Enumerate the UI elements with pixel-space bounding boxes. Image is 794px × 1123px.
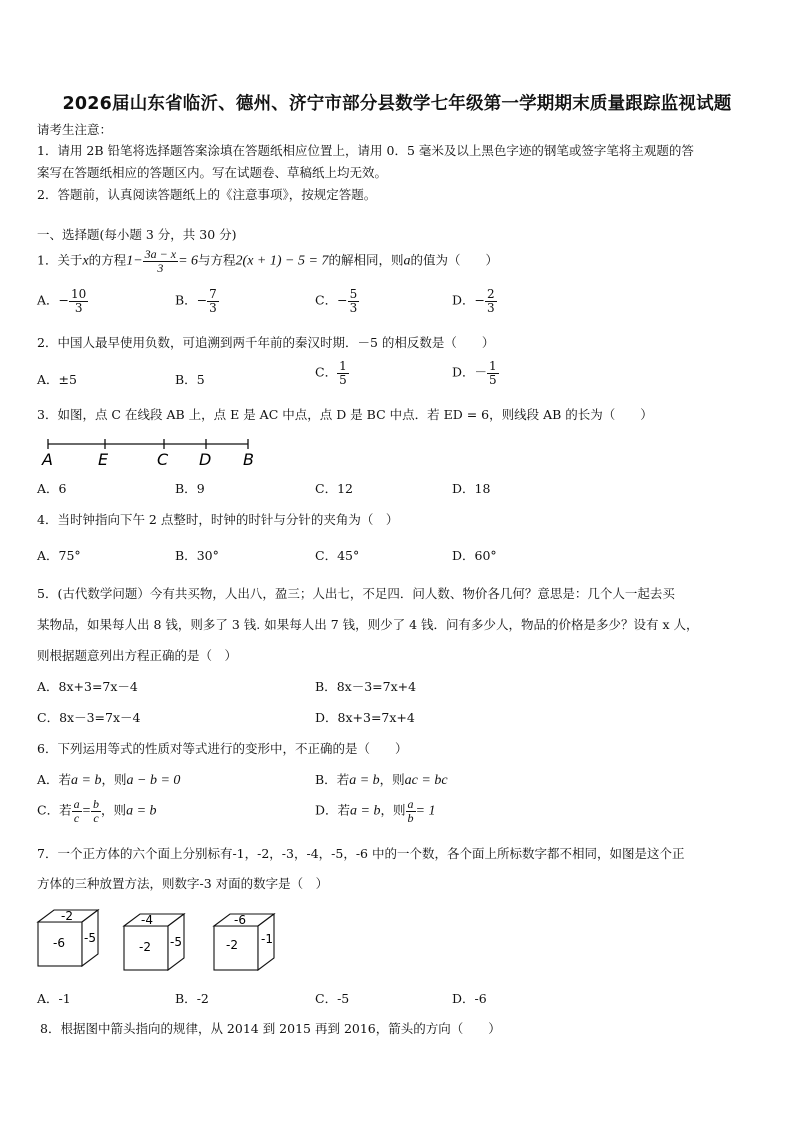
q3-option-a[interactable]: A．6 xyxy=(37,481,67,496)
point-label-e: E xyxy=(98,450,109,469)
question-2: 2．中国人最早使用负数，可追溯到两千年前的秦汉时期．－5 的相反数是（ ） xyxy=(37,335,495,350)
cube-3-side: -1 xyxy=(261,932,273,946)
q7-option-d[interactable]: D．-6 xyxy=(452,991,487,1006)
cube-2-front: -2 xyxy=(139,940,151,954)
question-8: 8．根据图中箭头指向的规律，从 2014 到 2015 再到 2016，箭头的方向（ ） xyxy=(40,1021,501,1036)
q6-option-c[interactable]: C．若 $\frac{a}{c}$ = $\frac{b}{c}$ ，则a = b xyxy=(37,797,157,825)
q6-option-b[interactable]: B．若a = b，则ac = bc xyxy=(315,772,448,788)
q7-option-c[interactable]: C．-5 xyxy=(315,991,350,1006)
q2-option-a[interactable]: A．±5 xyxy=(37,372,77,387)
q3-option-b[interactable]: B．9 xyxy=(175,481,205,496)
notice-heading: 请考生注意： xyxy=(37,122,113,137)
question-3: 3．如图，点 C 在线段 AB 上，点 E 是 AC 中点，点 D 是 BC 中点．若 ED = 6，则线段 AB 的长为（ ） xyxy=(37,407,653,422)
q1-mid3: 的解相同，则 xyxy=(328,252,404,268)
q1-mid2: 与方程 xyxy=(198,252,236,268)
q2-option-d[interactable]: D．－ $\frac{1}{5}$ xyxy=(452,359,497,387)
q1-prefix: 1．关于 xyxy=(37,252,83,268)
q7-option-a[interactable]: A．-1 xyxy=(37,991,71,1006)
cube-2-side: -5 xyxy=(170,935,182,949)
q6-option-a[interactable]: A．若a = b，则a − b = 0 xyxy=(37,772,181,788)
q3-option-d[interactable]: D．18 xyxy=(452,481,491,496)
q2-option-c[interactable]: C． $\frac{1}{5}$ xyxy=(315,359,347,387)
cube-3-front: -2 xyxy=(226,938,238,952)
cube-3-top: -6 xyxy=(234,913,246,927)
q1-one: 1− xyxy=(126,253,143,269)
notice-line-1a: 1．请用 2B 铅笔将选择题答案涂填在答题纸相应位置上，请用 0．5 毫米及以上黑色字迹的钢笔或签字笔将主观题的答 xyxy=(37,143,694,158)
point-label-d: D xyxy=(199,450,212,469)
q1-option-d[interactable]: D．− $\frac{2}{3}$ xyxy=(452,287,495,315)
q1-option-b[interactable]: B．− $\frac{7}{3}$ xyxy=(175,287,217,315)
point-label-c: C xyxy=(157,450,169,469)
q3-option-c[interactable]: C．12 xyxy=(315,481,353,496)
q1-mid1: 的方程 xyxy=(88,252,127,268)
question-5-line-2: 某物品，如果每人出 8 钱，则多了 3 钱. 如果每人出 7 钱，则少了 4 钱．问有多少人，物品的价格是多少？设有 x 人， xyxy=(37,617,699,632)
q1-option-a[interactable]: A．− $\frac{10}{3}$ xyxy=(37,287,87,315)
point-label-b: B xyxy=(243,450,254,469)
cube-2 xyxy=(124,913,184,970)
question-5-line-3: 则根据题意列出方程正确的是（ ） xyxy=(37,648,238,663)
q1-eq6: = 6 xyxy=(178,253,199,269)
q1-suffix: 的值为（ ） xyxy=(410,252,498,268)
q1-eq2: 2(x + 1) − 5 = 7 xyxy=(235,253,329,269)
q5-option-c[interactable]: C．8x－3=7x－4 xyxy=(37,710,141,725)
q1-var-a: a xyxy=(403,253,411,269)
page-title: 2026届山东省临沂、德州、济宁市部分县数学七年级第一学期期末质量跟踪监视试题 xyxy=(62,94,732,114)
question-5-line-1: 5．(古代数学问题）今有共买物，人出八，盈三；人出七，不足四．问人数、物价各几何？意思是：几个人一起去买 xyxy=(37,586,675,601)
cube-1 xyxy=(38,909,98,966)
question-7-line-1: 7．一个正方体的六个面上分别标有-1，-2，-3，-4，-5，-6 中的一个数，各个面上所标数字都不相同，如图是这个正 xyxy=(37,846,685,861)
question-6: 6．下列运用等式的性质对等式进行的变形中，不正确的是（ ） xyxy=(37,741,408,756)
q1-option-c[interactable]: C．− $\frac{5}{3}$ xyxy=(315,287,358,315)
notice-line-2: 2．答题前，认真阅读答题纸上的《注意事项》，按规定答题。 xyxy=(37,187,377,202)
q5-option-a[interactable]: A．8x+3=7x－4 xyxy=(37,679,138,694)
q5-option-d[interactable]: D．8x+3=7x+4 xyxy=(315,710,415,725)
question-7-line-2: 方体的三种放置方法，则数字-3 对面的数字是（ ） xyxy=(37,876,329,891)
point-label-a: A xyxy=(42,450,53,469)
q1-var-x: x xyxy=(82,253,89,269)
segment-diagram xyxy=(40,434,270,470)
q1-fraction: $\frac{3a - x}{3}$ xyxy=(144,247,177,275)
section-heading: 一、选择题(每小题 3 分，共 30 分) xyxy=(37,227,237,242)
question-1 xyxy=(37,248,498,274)
question-4: 4．当时钟指向下午 2 点整时，时钟的时针与分针的夹角为（ ） xyxy=(37,512,399,527)
q7-option-b[interactable]: B．-2 xyxy=(175,991,209,1006)
q4-option-d[interactable]: D．60° xyxy=(452,548,497,563)
q4-option-b[interactable]: B．30° xyxy=(175,548,219,563)
cube-diagram xyxy=(34,902,284,978)
cube-3 xyxy=(214,913,274,970)
q2-option-b[interactable]: B．5 xyxy=(175,372,205,387)
q4-option-a[interactable]: A．75° xyxy=(37,548,81,563)
q5-option-b[interactable]: B．8x－3=7x+4 xyxy=(315,679,417,694)
cube-1-top: -2 xyxy=(61,909,73,923)
cube-1-front: -6 xyxy=(53,936,65,950)
cube-2-top: -4 xyxy=(141,913,153,927)
q6-option-d[interactable]: D．若a = b，则 $\frac{a}{b}$ = 1 xyxy=(315,797,436,825)
cube-1-side: -5 xyxy=(84,931,96,945)
notice-line-1b: 案写在答题纸相应的答题区内。写在试题卷、草稿纸上均无效。 xyxy=(37,165,388,180)
q4-option-c[interactable]: C．45° xyxy=(315,548,360,563)
